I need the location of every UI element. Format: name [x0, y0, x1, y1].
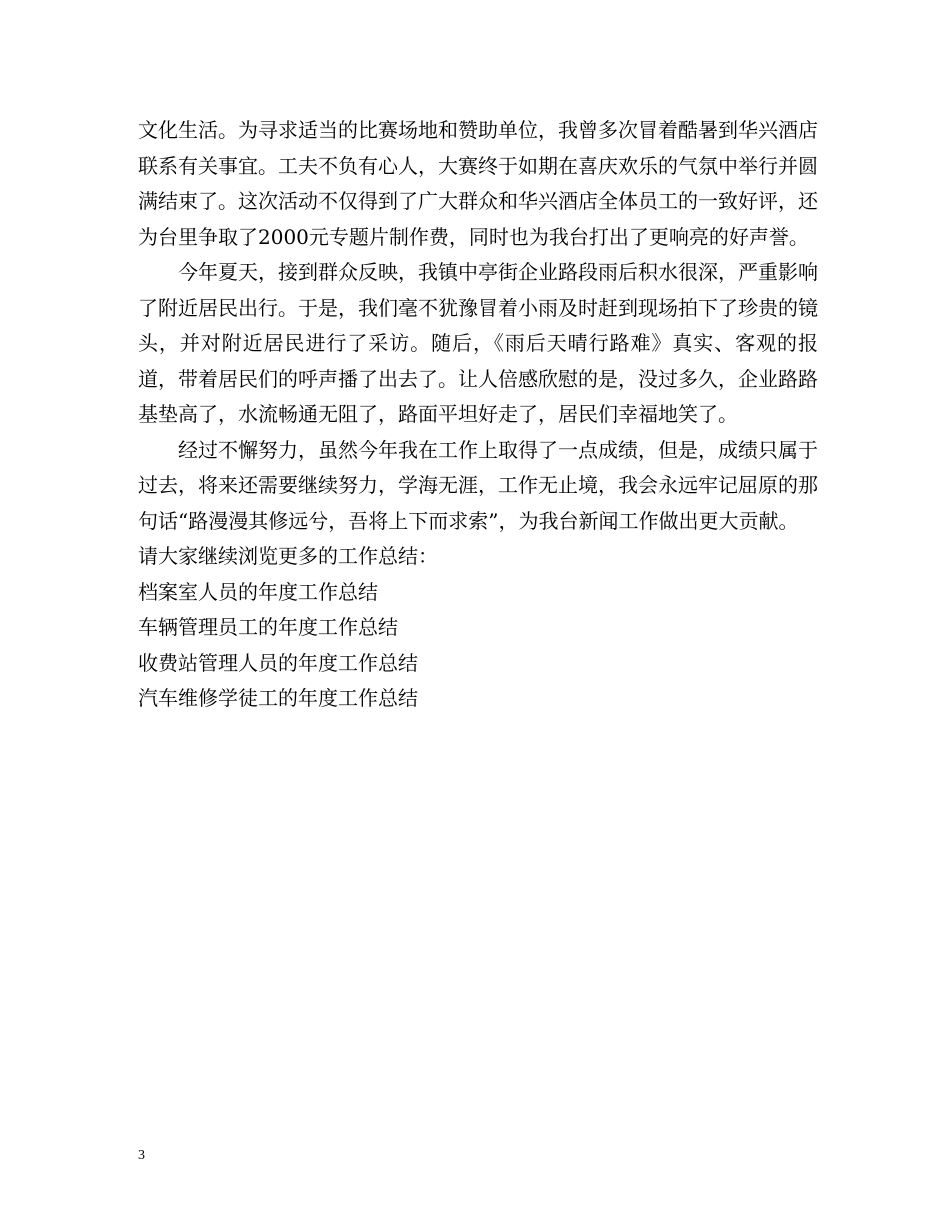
- related-summaries-list: [138, 575, 818, 717]
- page-number: 3: [138, 1148, 145, 1163]
- paragraph-3: 经过不懈努力，虽然今年我在工作上取得了一点成绩，但是，成绩只属于过去，将来还需要继续努力，学海无涯，工作无止境，我会永远牢记屈原的那句话“路漫漫其修远兮，吾将上下而求索”，为我台新闻工作做出更大贡献。: [138, 437, 818, 533]
- related-summary-link-vehicle-management[interactable]: 车辆管理员工的年度工作总结: [138, 615, 398, 639]
- related-summary-link-toll-station[interactable]: 收费站管理人员的年度工作总结: [138, 650, 418, 675]
- paragraph-1: 文化生活。为寻求适当的比赛场地和赞助单位，我曾多次冒着酷暑到华兴酒店联系有关事宜。工夫不负有心人，大赛终于如期在喜庆欢乐的气氛中举行并圆满结束了。这次活动不仅得到了广大群众和华兴酒店全体员工的一致好评，还为台里争取了2000元专题片制作费，同时也为我台打出了更响亮的好声誉。: [138, 118, 818, 249]
- more-summaries-intro: 请大家继续浏览更多的工作总结：: [138, 544, 438, 568]
- related-summary-link-auto-repair[interactable]: 汽车维修学徒工的年度工作总结: [138, 686, 418, 710]
- document-body: [138, 113, 818, 717]
- related-summary-link-archives[interactable]: 档案室人员的年度工作总结: [138, 579, 378, 604]
- paragraph-2: 今年夏天，接到群众反映，我镇中亭街企业路段雨后积水很深，严重影响了附近居民出行。于是，我们毫不犹豫冒着小雨及时赶到现场拍下了珍贵的镜头，并对附近居民进行了采访。随后，《雨后天晴行路难》真实、客观的报道，带着居民们的呼声播了出去了。让人倍感欣慰的是，没过多久，企业路路基垫高了，水流畅通无阻了，路面平坦好走了，居民们幸福地笑了。: [138, 260, 818, 426]
